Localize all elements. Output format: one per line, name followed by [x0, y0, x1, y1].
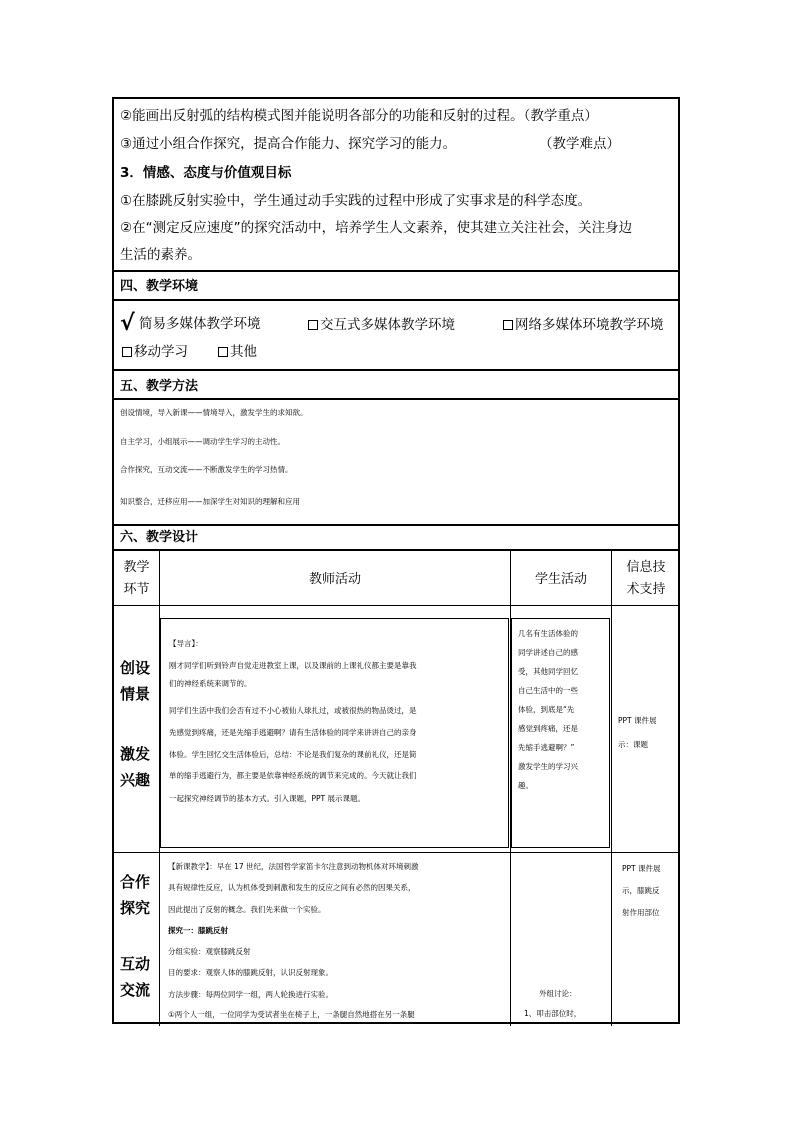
emotion-goal-2b: 生活的素养。: [120, 247, 201, 263]
lesson-plan-table: [112, 97, 680, 1024]
divider: [114, 852, 678, 853]
teacher-activity-text: ①两个人一组，一位同学为受试者坐在椅子上，一条腿自然地搭在另一条腿: [168, 1010, 415, 1019]
env-option-network: 网络多媒体环境教学环境: [503, 317, 664, 333]
tech-support-text: 示：课题: [618, 740, 648, 749]
method-item: 合作探究，互动交流——不断激发学生的学习热情。: [120, 465, 293, 474]
header-student: 学生活动: [534, 572, 587, 587]
emotion-heading: 3．情感、态度与价值观目标: [120, 165, 292, 181]
teacher-activity-text: 方法步骤：每两位同学一组，两人轮换进行实验。: [168, 990, 333, 999]
divider: [114, 524, 678, 526]
tech-support-text: PPT 课件展: [622, 864, 661, 873]
teacher-activity-text: 探究一：膝跳反射: [168, 926, 228, 935]
teacher-activity-box: 【导言】： 刚才同学们听到铃声自觉走进教室上课，以及课前的上课礼仪都主要是靠我 们的神经系统来调节的。 同学们生活中我们会否有过不小心被仙人球扎过，或被很热的物品烫过，是 先感觉到疼痛，还是先缩手逃避啊？请有生活体验的同学来讲讲自己的亲身 体验。学生回忆交生活体验后，总结：不论是我们复杂的课前礼仪，还是简 单的缩手逃避行为，都主要是依靠神经系统的调节来完成的。今天就让我们 一起探究神经调节的基本方式。引入课题，PPT 展示课题。: [160, 618, 509, 848]
env-option-simple: √ 简易多媒体教学环境: [120, 311, 261, 336]
column-divider: [611, 549, 612, 1026]
teacher-activity-text: 因此提出了反射的概念。我们先来做一个实验。: [168, 905, 326, 914]
teacher-activity-text: 具有规律性反应，认为机体受到刺激和发生的反应之间有必然的因果关系，: [168, 883, 416, 892]
teacher-activity-text: 分组实验：观察膝跳反射: [168, 947, 251, 956]
method-item: 自主学习，小组展示——调动学生学习的主动性。: [120, 437, 285, 446]
divider: [114, 549, 678, 551]
env-option-interactive: 交互式多媒体教学环境: [308, 317, 455, 333]
divider: [114, 270, 678, 272]
student-activity-box: 几名有生活体验的 同学讲述自己的感 受，其他同学回忆 自己生活中的一些 体验，到底是“先 感觉到疼痛，还是 先缩手逃避啊？” 激发学生的学习兴 趣。: [511, 618, 610, 848]
stage-label: 创设 情景 激发 兴趣: [120, 659, 151, 789]
stage-label: 合作 探究 互动 交流: [120, 873, 151, 999]
method-item: 知识整合，迁移应用——加深学生对知识的理解和应用: [120, 497, 300, 506]
header-tech: 信息技 术支持: [626, 560, 666, 597]
checkbox-icon: [218, 347, 228, 357]
section-design-title: 六、教学设计: [120, 530, 199, 545]
tech-support-text: 示，膝跳反: [622, 886, 660, 895]
header-stage: 教学 环节: [123, 560, 150, 597]
section-methods-title: 五、教学方法: [120, 379, 199, 394]
checkmark-icon: √: [120, 311, 135, 336]
teacher-activity-text: 目的要求：观察人体的膝跳反射，认识反射现象。: [168, 968, 333, 977]
teacher-activity-text: 【新课教学】：早在 17 世纪，法国哲学家笛卡尔注意到动物机体对环境刺激: [168, 862, 419, 871]
objective-3: ③通过小组合作探究，提高合作能力、探究学习的能力。: [120, 136, 457, 152]
divider: [114, 369, 678, 371]
student-activity-text: 1、叩击部位时，: [524, 1009, 582, 1018]
checkbox-icon: [308, 320, 318, 330]
divider: [114, 398, 678, 400]
emotion-goal-1: ①在膝跳反射实验中，学生通过动手实践的过程中形成了实事求是的科学态度。: [120, 193, 592, 209]
emotion-goal-2: ②在“测定反应速度”的探究活动中，培养学生人文素养，使其建立关注社会，关注身边: [120, 220, 633, 236]
tech-support-text: 射作用部位: [622, 908, 660, 917]
section-environment-title: 四、教学环境: [120, 279, 199, 294]
method-item: 创设情境，导入新课——情境导入，激发学生的求知欲。: [120, 408, 308, 417]
divider: [114, 299, 678, 301]
checkbox-icon: [503, 320, 513, 330]
env-option-mobile: 移动学习: [122, 344, 188, 360]
student-activity-text: 外组讨论：: [539, 989, 577, 998]
divider: [114, 605, 678, 606]
checkbox-icon: [122, 347, 132, 357]
env-option-other: 其他: [218, 344, 257, 360]
tech-support-text: PPT 课件展: [618, 716, 657, 725]
objective-2: ②能画出反射弧的结构模式图并能说明各部分的功能和反射的过程。（教学重点）: [120, 108, 598, 124]
objective-3-note: （教学难点）: [539, 136, 620, 152]
header-teacher: 教师活动: [308, 572, 361, 587]
